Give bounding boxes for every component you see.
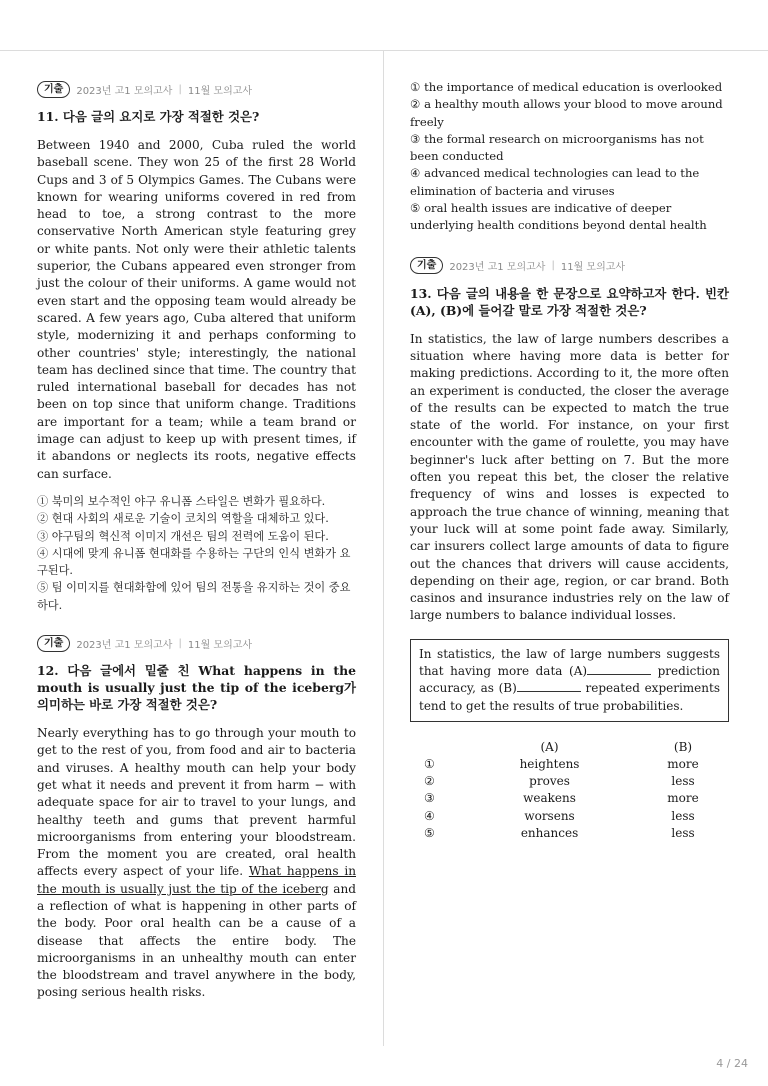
question-13 [410, 257, 729, 842]
choice-3[interactable]: ③ 야구팀의 혁신적 이미지 개선은 팀의 전력에 도움이 된다. [37, 529, 329, 543]
column-b-header: (B) [673, 739, 693, 754]
exam-year: 2023년 고1 모의고사 [449, 262, 546, 274]
option-number: ⑤ [424, 826, 435, 841]
exam-year: 2023년 고1 모의고사 [76, 639, 173, 651]
option-b: more [667, 756, 699, 771]
exam-month: 11월 모의고사 [187, 85, 253, 97]
right-column [410, 79, 729, 842]
question-title: 13. 다음 글의 내용을 한 문장으로 요약하고자 한다. 빈칸 (A), (B)에 들어갈 말로 가장 적절한 것은? [410, 285, 729, 318]
underlined-phrase: What happens in the mouth is usually just the tip of the iceberg [37, 864, 356, 896]
option-b: less [671, 826, 695, 841]
question-11 [37, 80, 356, 614]
source-tagline [37, 80, 356, 98]
passage [37, 725, 356, 1002]
choice-1[interactable]: ① the importance of medical education is overlooked [410, 80, 723, 94]
passage: Between 1940 and 2000, Cuba ruled the world baseball scene. They won 25 of the first 28 World Cups and 3 of 5 Olympics Games. The Cubans were known for wearing uniforms covered in red from head to toe, a strong contrast to the more conservative North American style featuring grey or white pants. Not only were their athletic talents superior, the Cubans appeared even stronger from just the colour of their uniforms. A game would not even start and the opposing team would already be scared. A few years ago, Cuba altered that uniform style, modernizing it and perhaps conforming to other countries' style; interestingly, the national team has declined since that time. The country that ruled international baseball for decades has not been on top since that uniform change. Traditions are important for a team; while a team brand or image can adjust to keep up with present times, if it abandons or neglects its roots, negative effects can surface. [37, 138, 356, 481]
passage: In statistics, the law of large numbers describes a situation where having more data is better for making predictions. According to it, the more often an experiment is conducted, the closer the average of the results can be expected to match the true state of the world. For instance, on your first encounter with the game of roulette, you may have beginner's luck after betting on 7. But the more often you repeat this bet, the closer the relative frequency of wins and losses is expected to approach the true chance of winning, meaning that your luck will at some point fade away. Similarly, car insurers collect large amounts of data to figure out the chances that drivers will cause accidents, depending on their age, region, or car brand. Both casinos and insurance industries rely on the law of large numbers to balance individual losses. [410, 331, 729, 623]
exam-year: 2023년 고1 모의고사 [76, 85, 173, 97]
question-12 [37, 634, 356, 1002]
choice-2[interactable]: ② 현대 사회의 새로운 기술이 코치의 역할을 대체하고 있다. [37, 512, 329, 526]
page-number: 4 / 24 [716, 1057, 748, 1070]
choice-4[interactable]: ④ advanced medical technologies can lead to the elimination of bacteria and viruses [410, 166, 700, 198]
exam-month: 11월 모의고사 [187, 639, 253, 651]
table-row[interactable] [410, 773, 729, 790]
exam-tag: 기출 [37, 635, 70, 652]
question-title: 12. 다음 글에서 밑줄 친 What happens in the mouth is usually just the tip of the iceberg가 의미하는 바로 가장 적절한 것은? [37, 663, 356, 713]
blank-b [517, 680, 581, 692]
table-row[interactable] [410, 807, 729, 824]
option-b: more [667, 791, 699, 806]
left-column [37, 80, 356, 1002]
table-header [410, 738, 729, 755]
header-rule [0, 50, 768, 51]
source-tagline [410, 257, 729, 275]
passage-part: Nearly everything has to go through your mouth to get to the rest of you, from food and air to bacteria and viruses. A healthy mouth can help your body get what it needs and prevent it from harm − with adequate space for air to travel to your lungs, and healthy teeth and gums that prevent harmful microorganisms from entering your bloodstream. From the moment you are created, oral health affects every aspect of your life. [37, 726, 356, 879]
option-number: ② [424, 774, 435, 789]
summary-box [410, 639, 729, 722]
exam-month: 11월 모의고사 [560, 262, 626, 274]
exam-tag: 기출 [410, 257, 443, 274]
table-row[interactable] [410, 824, 729, 841]
option-b: less [671, 774, 695, 789]
option-a: proves [529, 774, 570, 789]
question-title: 11. 다음 글의 요지로 가장 적절한 것은? [37, 109, 260, 124]
answer-choices [37, 493, 356, 614]
table-row[interactable] [410, 755, 729, 772]
option-a: worsens [524, 808, 575, 823]
source-tagline [37, 634, 356, 652]
blank-a [587, 663, 651, 675]
option-number: ④ [424, 808, 435, 823]
choice-4[interactable]: ④ 시대에 맞게 유니폼 현대화를 수용하는 구단의 인식 변화가 요구된다. [37, 546, 351, 578]
option-a: enhances [520, 826, 579, 841]
option-number: ① [424, 756, 435, 771]
choice-2[interactable]: ② a healthy mouth allows your blood to move around freely [410, 97, 723, 129]
option-b: less [671, 808, 695, 823]
question-12-choices [410, 79, 729, 235]
separator: | [551, 260, 555, 272]
separator: | [178, 637, 182, 649]
exam-tag: 기출 [37, 81, 70, 98]
choice-5[interactable]: ⑤ 팀 이미지를 현대화함에 있어 팀의 전통을 유지하는 것이 중요하다. [37, 581, 351, 612]
column-divider [383, 50, 384, 1046]
summary-text: prediction accuracy, as (B) [419, 664, 720, 696]
column-a-header: (A) [540, 739, 559, 754]
choice-5[interactable]: ⑤ oral health issues are indicative of deeper underlying health conditions beyond dental health [410, 201, 707, 233]
choice-3[interactable]: ③ the formal research on microorganisms has not been conducted [410, 131, 704, 164]
table-row[interactable] [410, 790, 729, 807]
choice-1[interactable]: ① 북미의 보수적인 야구 유니폼 스타일은 변화가 필요하다. [37, 494, 326, 508]
answer-table [410, 738, 729, 842]
separator: | [178, 83, 182, 95]
passage-part: and a reflection of what is happening in other parts of the body. Poor oral health can be a cause of a disease that affects the entire body. The microorganisms in an unhealthy mouth can enter the bloodstream and travel anywhere in the body, posing serious health risks. [37, 881, 356, 1000]
summary-text: In statistics, the law of large numbers suggests that having more data (A) [419, 646, 720, 679]
option-number: ③ [424, 791, 435, 806]
option-a: weakens [523, 791, 576, 806]
summary-text: repeated experiments tend to get the results of true probabilities. [419, 681, 720, 713]
option-a: heightens [519, 756, 580, 771]
